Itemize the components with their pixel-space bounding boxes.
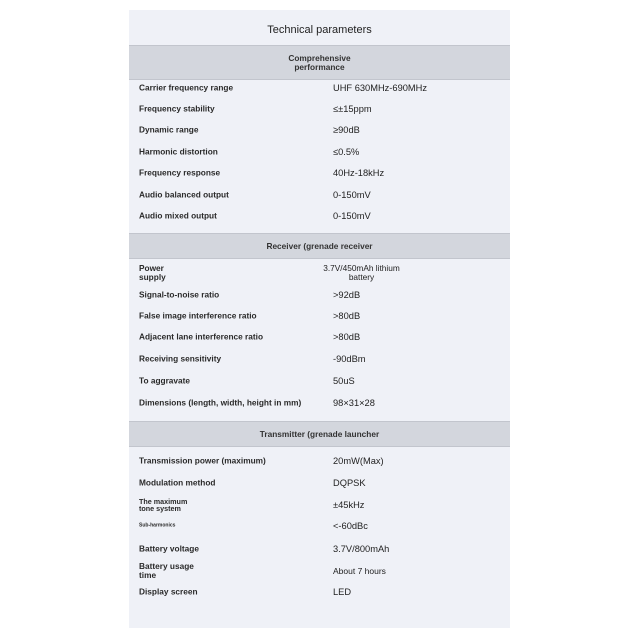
spec-label-line: supply bbox=[139, 272, 166, 282]
spec-label: Display screen bbox=[139, 586, 198, 597]
spec-label bbox=[139, 562, 194, 580]
spec-label: Battery voltage bbox=[139, 543, 199, 554]
section-header-transmitter: Transmitter (grenade launcher bbox=[129, 421, 510, 447]
spec-label-line: Battery usage bbox=[139, 561, 194, 571]
spec-label-line: The maximum bbox=[139, 497, 188, 506]
section-header-line: Comprehensive bbox=[288, 52, 351, 63]
section-header-comprehensive bbox=[129, 45, 510, 80]
spec-value: ≤0.5% bbox=[333, 147, 360, 157]
spec-label: Modulation method bbox=[139, 477, 216, 488]
spec-label: Frequency stability bbox=[139, 103, 215, 114]
spec-label bbox=[139, 498, 187, 512]
spec-label: Receiving sensitivity bbox=[139, 353, 222, 364]
page-title: Technical parameters bbox=[267, 24, 372, 36]
spec-value-line: 3.7V/450mAh lithium bbox=[323, 263, 400, 273]
spec-label: Audio balanced output bbox=[139, 189, 229, 200]
section-header-receiver: Receiver (grenade receiver bbox=[129, 233, 510, 259]
spec-value: 40Hz-18kHz bbox=[333, 168, 385, 178]
spec-label-line: tone system bbox=[139, 504, 181, 513]
spec-value: UHF 630MHz-690MHz bbox=[333, 83, 428, 93]
spec-value: About 7 hours bbox=[333, 566, 386, 576]
spec-value: 0-150mV bbox=[333, 211, 371, 221]
section-header-line: performance bbox=[294, 61, 345, 72]
spec-label: Audio mixed output bbox=[139, 210, 217, 221]
spec-value: 3.7V/800mAh bbox=[333, 544, 390, 554]
spec-label: Sub-harmonics bbox=[139, 522, 176, 529]
spec-label: Signal-to-noise ratio bbox=[139, 289, 220, 300]
spec-value bbox=[314, 264, 409, 282]
spec-label: Harmonic distortion bbox=[139, 146, 218, 157]
spec-label: Carrier frequency range bbox=[139, 82, 234, 93]
spec-value-line: battery bbox=[348, 272, 375, 282]
spec-value: 20mW(Max) bbox=[333, 456, 384, 466]
spec-value: ≤±15ppm bbox=[333, 104, 372, 114]
spec-value: >80dB bbox=[333, 332, 361, 342]
spec-value: ≥90dB bbox=[333, 125, 360, 135]
spec-label: Frequency response bbox=[139, 167, 221, 178]
spec-sheet bbox=[129, 10, 510, 628]
spec-label: To aggravate bbox=[139, 375, 191, 386]
spec-value: 0-150mV bbox=[333, 190, 371, 200]
spec-label: Dynamic range bbox=[139, 124, 199, 135]
spec-value: ±45kHz bbox=[333, 500, 365, 510]
spec-value: 50uS bbox=[333, 376, 355, 386]
spec-label-line: Power bbox=[139, 263, 164, 273]
spec-label-line: time bbox=[139, 570, 157, 580]
spec-value: -90dBm bbox=[333, 354, 366, 364]
spec-label: Adjacent lane interference ratio bbox=[139, 331, 264, 342]
spec-value: LED bbox=[333, 587, 352, 597]
spec-label bbox=[139, 264, 166, 282]
spec-label: False image interference ratio bbox=[139, 310, 257, 321]
spec-value: >80dB bbox=[333, 311, 361, 321]
spec-value: 98×31×28 bbox=[333, 398, 375, 408]
spec-label: Dimensions (length, width, height in mm) bbox=[139, 397, 302, 408]
spec-value: >92dB bbox=[333, 290, 361, 300]
spec-value: <-60dBc bbox=[333, 521, 368, 531]
spec-label: Transmission power (maximum) bbox=[139, 455, 266, 466]
spec-value: DQPSK bbox=[333, 478, 366, 488]
